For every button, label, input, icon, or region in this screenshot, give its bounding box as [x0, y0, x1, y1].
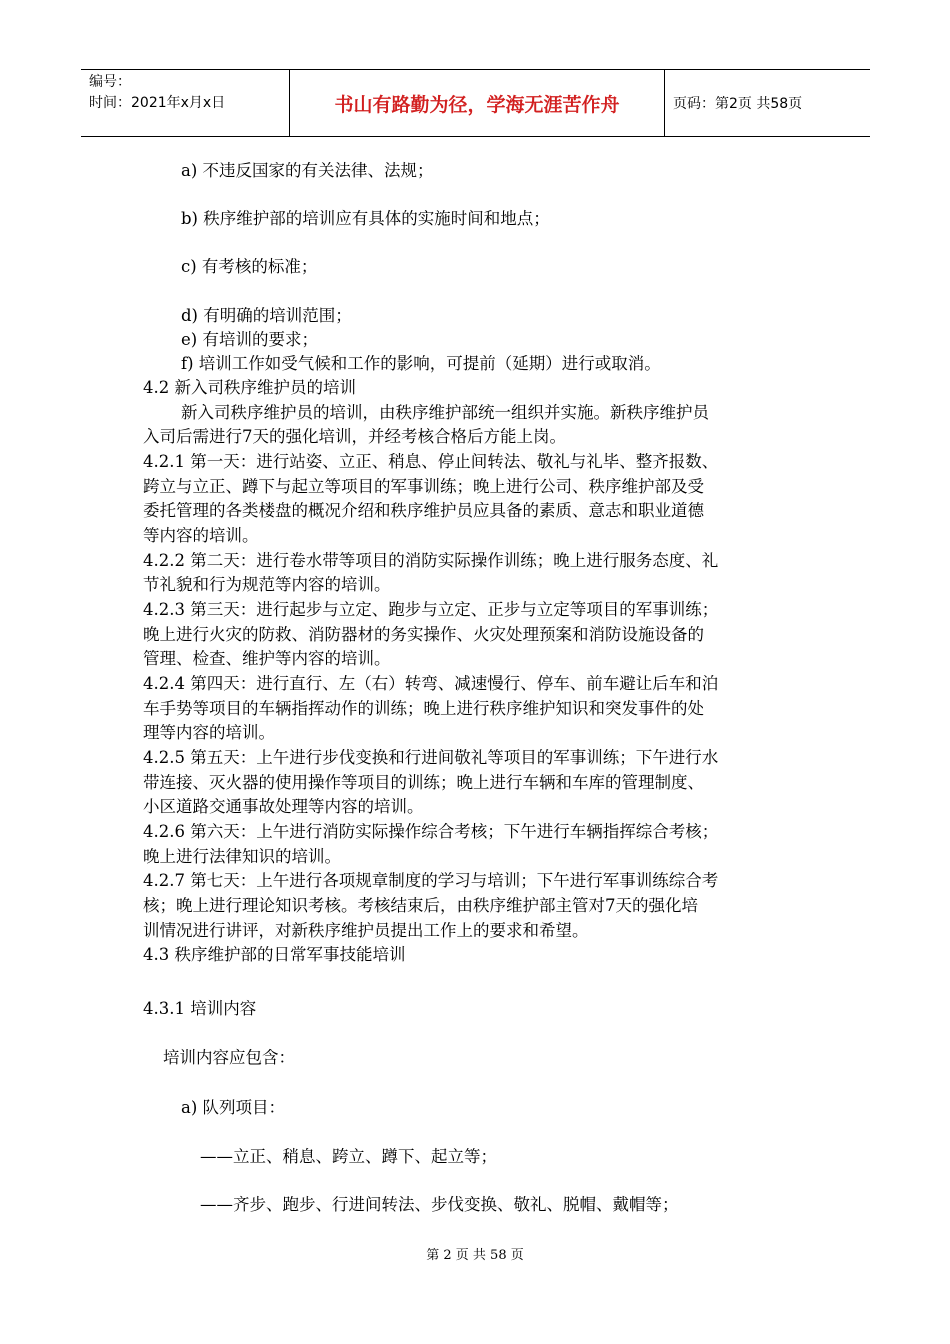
body-line: 核；晚上进行理论知识考核。考核结束后，由秩序维护部主管对7天的强化培	[143, 896, 698, 915]
page-footer: 第 2 页 共 58 页	[426, 1248, 524, 1263]
body-line: 车手势等项目的车辆指挥动作的训练；晚上进行秩序维护知识和突发事件的处	[143, 699, 704, 718]
body-line: 4.2.4 第四天：进行直行、左（右）转弯、减速慢行、停车、前车避让后车和泊	[143, 674, 719, 693]
body-line: 新入司秩序维护员的培训，由秩序维护部统一组织并实施。新秩序维护员	[181, 403, 709, 422]
body-line: 4.2.6 第六天：上午进行消防实际操作综合考核；下午进行车辆指挥综合考核；	[143, 822, 719, 841]
section-heading: 4.3 秩序维护部的日常军事技能培训	[143, 945, 406, 964]
body-line: a) 不违反国家的有关法律、法规；	[181, 161, 434, 180]
body-line: 培训内容应包含：	[163, 1048, 295, 1067]
list-item: ——齐步、跑步、行进间转法、步伐变换、敬礼、脱帽、戴帽等；	[200, 1195, 679, 1214]
body-line: 节礼貌和行为规范等内容的培训。	[143, 575, 391, 594]
doc-code: 编号：	[89, 74, 131, 90]
subsection-heading: 4.3.1 培训内容	[143, 999, 257, 1018]
body-line: 跨立与立正、蹲下与起立等项目的军事训练；晚上进行公司、秩序维护部及受	[143, 477, 704, 496]
doc-date: 时间：2021年x月x日	[89, 95, 226, 111]
header-motto: 书山有路勤为径，学海无涯苦作舟	[290, 70, 665, 136]
body-line: f) 培训工作如受气候和工作的影响，可提前（延期）进行或取消。	[181, 354, 661, 373]
body-line: 理等内容的培训。	[143, 723, 275, 742]
section-heading: 4.2 新入司秩序维护员的培训	[143, 378, 356, 397]
body-line: d) 有明确的培训范围；	[181, 306, 352, 325]
body-line: 4.2.5 第五天：上午进行步伐变换和行进间敬礼等项目的军事训练；下午进行水	[143, 748, 719, 767]
header-meta	[81, 70, 290, 136]
body-line: 等内容的培训。	[143, 526, 259, 545]
body-line: 入司后需进行7天的强化培训，并经考核合格后方能上岗。	[143, 427, 566, 446]
header-page-info: 页码：第2页 共58页	[673, 96, 803, 112]
body-line: 晚上进行法律知识的培训。	[143, 847, 341, 866]
body-line: b) 秩序维护部的培训应有具体的实施时间和地点；	[181, 209, 550, 228]
body-line: 4.2.7 第七天：上午进行各项规章制度的学习与培训；下午进行军事训练综合考	[143, 871, 719, 890]
body-line: e) 有培训的要求；	[181, 330, 318, 349]
body-line: c) 有考核的标准；	[181, 257, 318, 276]
body-line: 训情况进行讲评，对新秩序维护员提出工作上的要求和希望。	[143, 921, 589, 940]
body-line: 4.2.1 第一天：进行站姿、立正、稍息、停止间转法、敬礼与礼毕、整齐报数、	[143, 452, 719, 471]
body-line: 4.2.2 第二天：进行卷水带等项目的消防实际操作训练；晚上进行服务态度、礼	[143, 551, 719, 570]
body-line: 晚上进行火灾的防救、消防器材的务实操作、火灾处理预案和消防设施设备的	[143, 625, 704, 644]
body-line: 委托管理的各类楼盘的概况介绍和秩序维护员应具备的素质、意志和职业道德	[143, 501, 704, 520]
body-line: a) 队列项目：	[181, 1098, 286, 1117]
page-header	[81, 69, 870, 137]
body-line: 小区道路交通事故处理等内容的培训。	[143, 797, 424, 816]
body-line: 管理、检查、维护等内容的培训。	[143, 649, 391, 668]
body-line: 4.2.3 第三天：进行起步与立定、跑步与立定、正步与立定等项目的军事训练；	[143, 600, 719, 619]
body-line: 带连接、灭火器的使用操作等项目的训练；晚上进行车辆和车库的管理制度、	[143, 773, 704, 792]
list-item: ——立正、稍息、跨立、蹲下、起立等；	[200, 1147, 497, 1166]
